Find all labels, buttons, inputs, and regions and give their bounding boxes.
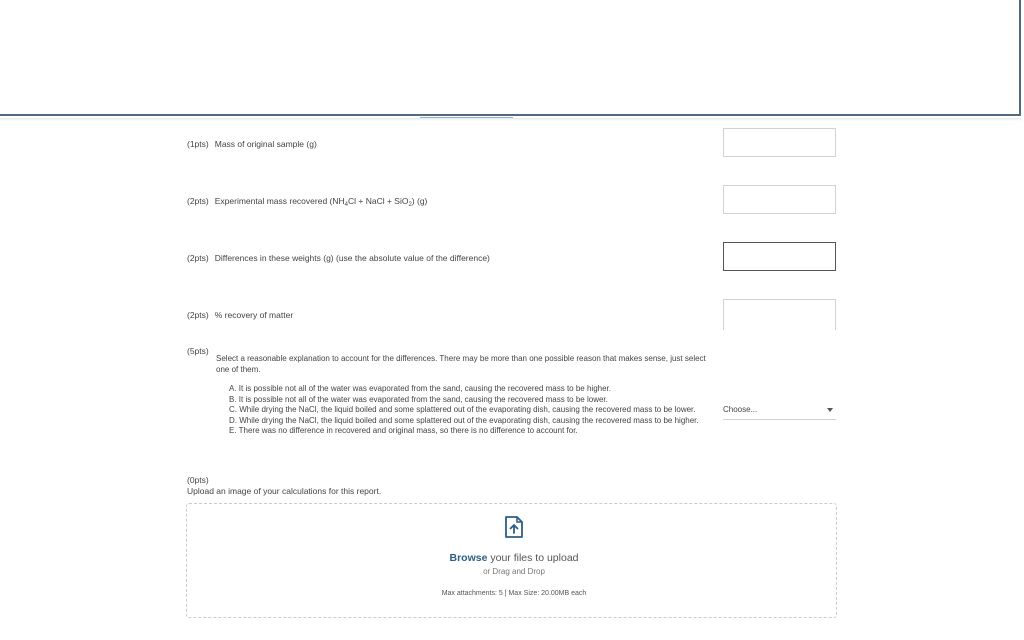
browse-rest-text: your files to upload bbox=[487, 552, 579, 564]
question-4-text: % recovery of matter bbox=[214, 310, 294, 320]
question-3-text: Differences in these weights (g) (use the absolute value of the difference) bbox=[214, 253, 490, 263]
question-5-options bbox=[229, 384, 714, 437]
upload-file-icon[interactable] bbox=[504, 516, 524, 538]
question-3-points: (2pts) bbox=[187, 253, 209, 263]
question-6-points: (0pts) bbox=[187, 475, 209, 485]
question-1-text: Mass of original sample (g) bbox=[214, 139, 317, 149]
option-c: C. While drying the NaCl, the liquid boiled and some splattered out of the evaporating dish, causing the recovered mass to be lower. bbox=[229, 405, 696, 414]
question-1-points: (1pts) bbox=[187, 139, 209, 149]
option-e: E. There was no difference in recovered and original mass, so there is no difference to account for. bbox=[229, 426, 578, 435]
chevron-down-icon bbox=[827, 408, 833, 412]
question-2-answer-input[interactable] bbox=[723, 185, 836, 214]
question-4-answer-input[interactable] bbox=[723, 299, 836, 330]
top-header-panel bbox=[0, 0, 1021, 116]
question-6-prompt: Upload an image of your calculations for this report. bbox=[187, 486, 382, 496]
browse-link[interactable]: Browse bbox=[449, 552, 488, 564]
question-5-prompt: Select a reasonable explanation to account for the differences. There may be more than one possible reason that makes sense, just select one of them. bbox=[216, 354, 706, 374]
header-shadow bbox=[0, 118, 1021, 121]
option-b: B. It is possible not all of the water was evaporated from the sand, causing the recovered mass to be lower. bbox=[229, 394, 608, 404]
browse-files-line bbox=[386, 552, 642, 564]
question-3-answer-input[interactable] bbox=[723, 242, 836, 271]
question-1-label bbox=[187, 139, 317, 149]
question-2-label bbox=[187, 196, 427, 208]
question-4-label bbox=[187, 310, 293, 320]
question-1-answer-input[interactable] bbox=[723, 128, 836, 157]
option-d: D. While drying the NaCl, the liquid boiled and some splattered out of the evaporating dish, causing the recovered mass to be higher. bbox=[229, 415, 699, 425]
drag-drop-text: or Drag and Drop bbox=[483, 567, 545, 576]
select-value: Choose... bbox=[723, 405, 758, 414]
question-2-text: Experimental mass recovered ($NH_4Cl$ + NaCl + SiO$_2$) (g) bbox=[214, 196, 428, 208]
question-5-answer-select[interactable] bbox=[723, 402, 836, 420]
question-2-points: (2pts) bbox=[187, 196, 209, 206]
upload-limits-text: Max attachments: 5 | Max Size: 20.00MB each bbox=[441, 590, 587, 597]
option-a: A. It is possible not all of the water was evaporated from the sand, causing the recovered mass to be higher. bbox=[229, 384, 611, 393]
question-4-points: (2pts) bbox=[187, 310, 209, 320]
question-3-label bbox=[187, 253, 490, 263]
question-5-points: (5pts) bbox=[187, 346, 209, 356]
